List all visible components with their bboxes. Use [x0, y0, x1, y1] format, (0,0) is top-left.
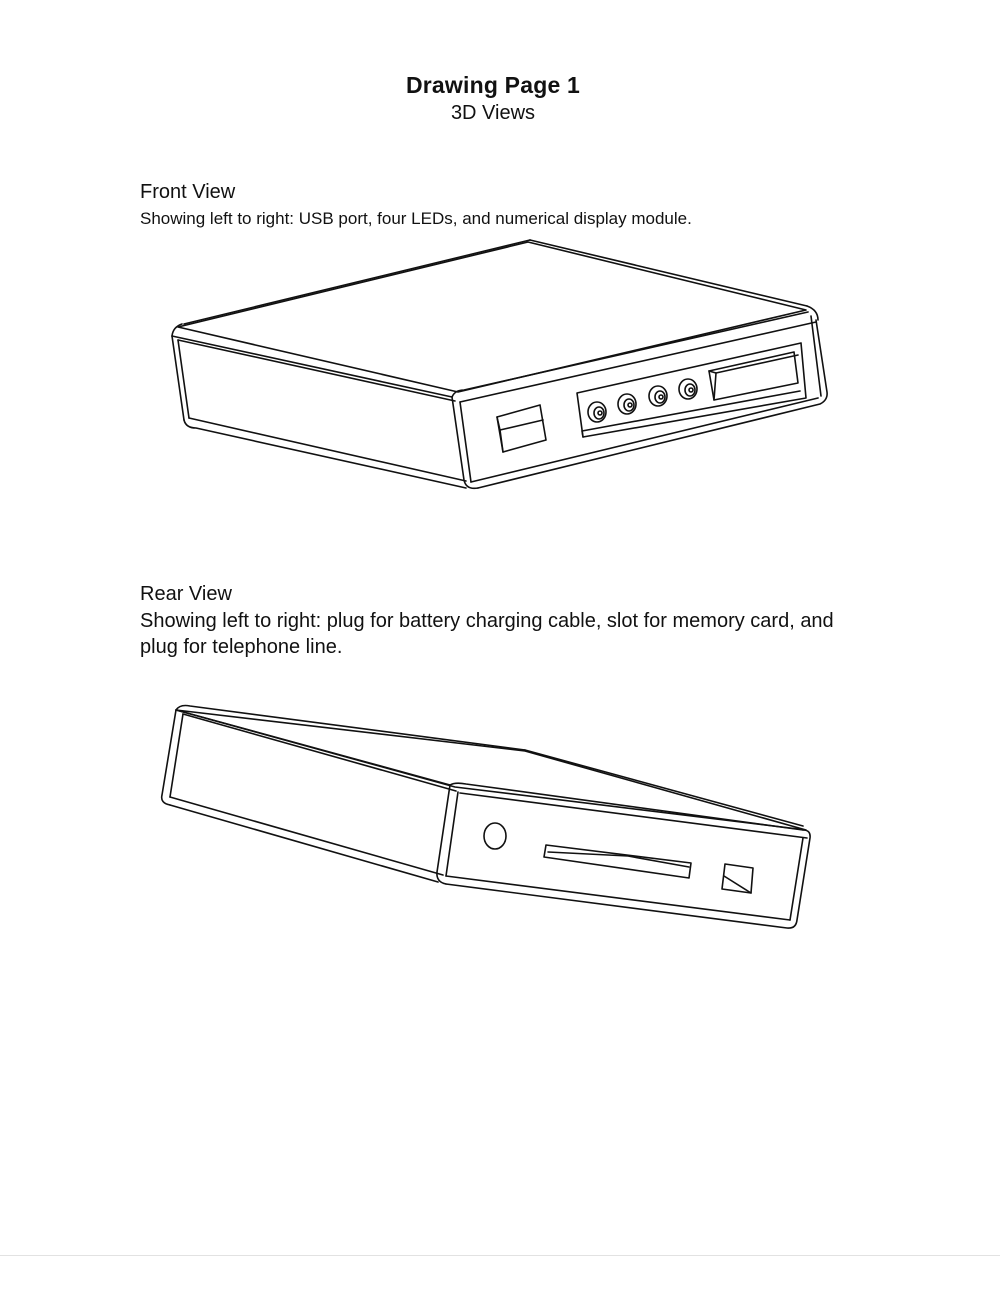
rear-top-edge-back	[176, 706, 525, 751]
front-face-bottom-inner	[471, 398, 818, 482]
front-bevel-edge-left-inner	[178, 340, 455, 401]
front-left-bottom-inner	[189, 418, 466, 481]
led-2-icon	[618, 394, 636, 414]
rear-view-heading: Rear View	[140, 583, 232, 605]
front-device-body	[172, 240, 827, 488]
rear-bevel-left-inner	[183, 714, 456, 791]
front-view-heading: Front View	[140, 181, 236, 203]
page-title: Drawing Page 1	[405, 72, 581, 98]
usb-port-icon	[497, 405, 546, 452]
front-left-edge-outer	[172, 336, 184, 420]
front-bevel-edge-left-outer	[172, 336, 452, 397]
rear-face-left-edge	[437, 785, 450, 884]
rear-face-right-inner	[790, 838, 803, 920]
rear-face-bottom-right	[446, 830, 810, 928]
front-left-bottom-edge	[184, 420, 466, 488]
front-top-edge-right	[530, 240, 807, 306]
front-face-right-inner	[811, 316, 821, 396]
telephone-plug-icon	[722, 864, 753, 893]
front-top-face	[178, 242, 806, 392]
front-view-description: Showing left to right: USB port, four LEDs, and numerical display module.	[140, 209, 692, 228]
rear-view-description: Showing left to right: plug for battery charging cable, slot for memory card, and plug for telephone line.	[140, 610, 834, 658]
rear-left-bottom-edge	[170, 805, 438, 882]
page-subtitle: 3D Views	[450, 102, 536, 124]
led-1-icon	[588, 402, 606, 422]
rear-top-face	[176, 710, 806, 830]
rear-left-bottom-inner	[170, 797, 443, 875]
rear-top-edge-right	[525, 750, 803, 826]
numerical-display-icon	[709, 352, 798, 400]
scan-artifact-line	[0, 1255, 1000, 1256]
charging-plug-icon	[484, 823, 506, 849]
rear-left-edge-inner	[170, 714, 183, 797]
rear-bevel-front-top	[450, 783, 803, 830]
memory-card-slot-icon	[544, 845, 691, 878]
front-bevel-corner-right	[807, 306, 818, 320]
rear-face-bottom-inner	[446, 876, 790, 920]
front-bevel-edge-front-top	[452, 312, 808, 397]
rear-left-edge-outer	[162, 710, 176, 805]
led-3-icon	[649, 386, 667, 406]
front-top-edge-back	[184, 240, 530, 324]
led-4-icon	[679, 379, 697, 399]
rear-bevel-left-outer	[176, 710, 450, 785]
rear-device-body	[162, 706, 810, 929]
front-left-edge-inner	[178, 340, 189, 418]
front-face-left-inner	[460, 402, 471, 482]
